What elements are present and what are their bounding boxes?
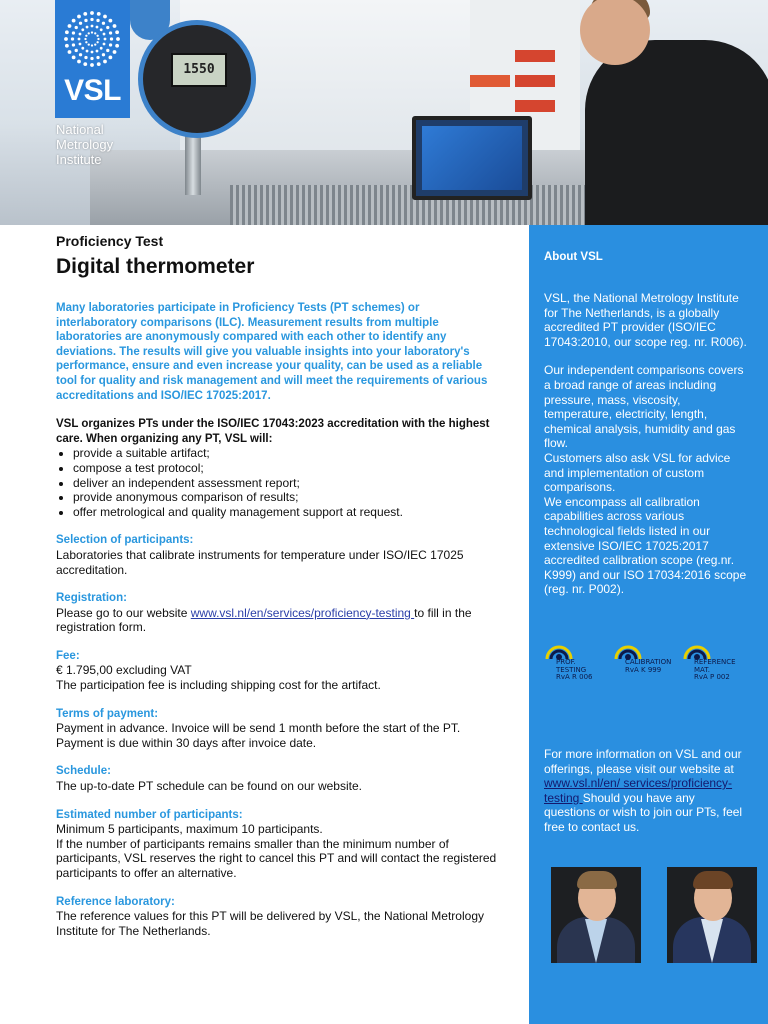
contact-intro: For more information on VSL and our offerings, please visit our website at — [544, 747, 742, 776]
logo-subtitle-line: National — [56, 122, 104, 137]
digital-thermometer-gauge — [138, 20, 256, 138]
logo-subtitle-line: Metrology — [56, 137, 114, 152]
rva-badge-reference — [680, 633, 736, 683]
fee-amount: € 1.795,00 excluding VAT — [56, 663, 192, 678]
selection-body: Laboratories that calibrate instruments for temperature under ISO/IEC 17025 accreditation. — [56, 547, 464, 577]
registration-text: to fill in the registration form. — [56, 605, 472, 635]
sidebar-paragraph: VSL, the National Metrology Institute for The Netherlands, is a globally accredited PT provider (ISO/IEC 17043:2010, our scope reg. nr. R006). — [544, 291, 747, 349]
participants-heading: Estimated number of participants: — [56, 808, 243, 821]
rva-badge-testing — [542, 633, 598, 683]
logo-subtitle — [56, 122, 113, 167]
computer-monitor — [412, 116, 532, 200]
about-sidebar — [529, 225, 768, 1024]
badge-label: PROF. TESTING — [556, 658, 587, 674]
sidebar-heading: About VSL — [544, 251, 603, 263]
page-title: Digital thermometer — [56, 255, 255, 278]
registration-body — [56, 606, 502, 635]
payment-body: Payment in advance. Invoice will be send 1 month before the start of the PT. Payment is due within 30 days after invoice date. — [56, 721, 461, 750]
schedule-body: The up-to-date PT schedule can be found on our website. — [56, 779, 362, 794]
gauge-readout: 1550 — [171, 53, 227, 87]
logo-subtitle-line: Institute — [56, 152, 102, 167]
payment-heading: Terms of payment: — [56, 707, 159, 720]
contact-photo-1 — [551, 867, 641, 963]
list-item: • provide anonymous comparison of results; — [73, 490, 502, 505]
selection-heading: Selection of participants: — [56, 534, 194, 547]
participants-note: If the number of participants remains smaller than the minimum number of participants, VSL reserves the right to cancel this PT and will contact the registered participants to offer an alternative. — [56, 836, 497, 880]
document-eyebrow: Proficiency Test — [56, 233, 164, 249]
reference-heading: Reference laboratory: — [56, 895, 175, 908]
registration-heading: Registration: — [56, 592, 127, 605]
badge-label: CALIBRATION — [625, 658, 672, 666]
registration-link[interactable]: www.vsl.nl/en/services/proficiency-testing — [190, 605, 415, 620]
list-item: • provide a suitable artifact; — [73, 446, 502, 461]
sidebar-paragraph: Customers also ask VSL for advice and implementation of custom comparisons. — [544, 450, 731, 495]
list-item: • deliver an independent assessment report; — [73, 476, 502, 491]
contact-photo-2 — [667, 867, 757, 963]
technician-figure — [560, 0, 768, 225]
website-link[interactable]: www.vsl.nl/en/ services/proficiency-testing — [544, 776, 733, 805]
organizing-list — [56, 446, 502, 519]
vsl-logo — [55, 0, 130, 118]
schedule-heading: Schedule: — [56, 765, 111, 778]
logo-wordmark: VSL — [64, 74, 121, 107]
contact-block — [544, 747, 749, 835]
list-item: • offer metrological and quality management support at request. — [73, 505, 502, 520]
contact-text — [544, 747, 749, 835]
list-item: • compose a test protocol; — [73, 461, 502, 476]
registration-text: Please go to our website — [56, 605, 191, 620]
sidebar-paragraph: Our independent comparisons covers a broad range of areas including pressure, mass, viscosity, temperature, electricity, length, chemical analysis, humidity and gas flow. — [544, 363, 744, 451]
intro-paragraph: Many laboratories participate in Proficiency Tests (PT schemes) or interlaboratory comparisons (ILC). Measurement results from multiple laboratories are anonymously compared with each other to identify any deviations. The results will give you valuable insights into your laboratory's performance, ensure and even increase your quality, can be used as a reliable tool for quality and risk management and will meet the requirements of various accreditations and ISO/IEC 17025:2017. — [56, 302, 488, 402]
badge-code: RvA R 006 — [556, 673, 593, 681]
reference-body: The reference values for this PT will be delivered by VSL, the National Metrology Institute for The Netherlands. — [56, 909, 484, 938]
fee-note: The participation fee is including shipping cost for the artifact. — [56, 678, 381, 693]
rva-badge-calibration — [611, 633, 672, 683]
calibration-bath — [230, 185, 590, 225]
organizing-lead: VSL organizes PTs under the ISO/IEC 17043:2023 accreditation with the highest care. When organizing any PT, VSL will: — [56, 418, 490, 445]
sidebar-paragraph: We encompass all calibration capabilities across various technological fields listed in our extensive ISO/IEC 17025:2017 accredited calibration scope (reg.nr. K999) and our ISO 17034:2016 scope (reg. nr. P002). — [544, 494, 747, 597]
contact-closing: Should you have any questions or wish to join our PTs, feel free to contact us. — [544, 790, 743, 834]
main-content — [56, 233, 502, 938]
accreditation-badges — [542, 633, 757, 683]
badge-code: RvA P 002 — [694, 673, 730, 681]
badge-label: REFERENCE MAT. — [694, 658, 736, 674]
badge-code: RvA K 999 — [625, 665, 662, 674]
vsl-dot-mark-icon — [63, 10, 121, 68]
participants-range: Minimum 5 participants, maximum 10 participants. — [56, 822, 323, 837]
fee-heading: Fee: — [56, 649, 80, 662]
